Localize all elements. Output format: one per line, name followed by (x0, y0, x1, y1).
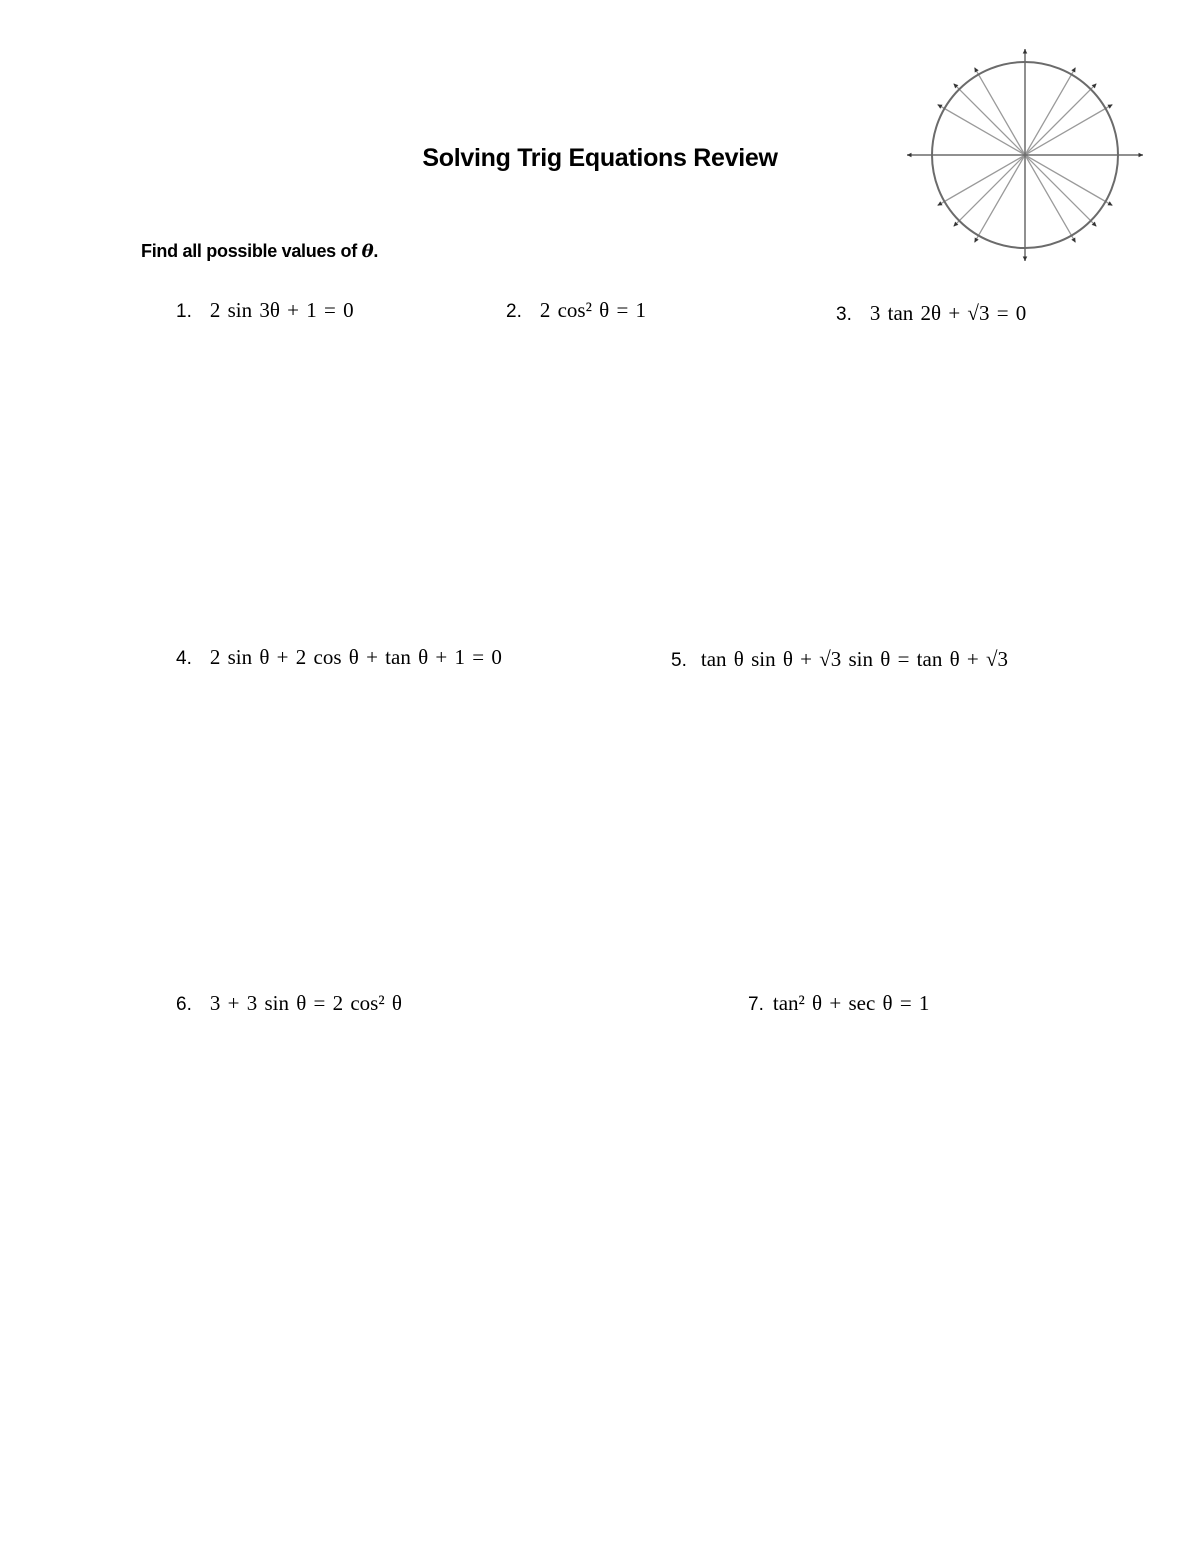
instructions-text: Find all possible values of (141, 241, 362, 261)
instructions (141, 241, 378, 262)
arrowhead (1023, 257, 1028, 261)
problem-3 (836, 301, 1026, 326)
problem-equation: 3 tan 2θ + √3 = 0 (869, 301, 1027, 325)
instructions-end: . (373, 241, 379, 261)
problem-6 (176, 991, 402, 1016)
problem-7 (748, 991, 929, 1016)
problem-equation: 2 sin θ + 2 cos θ + tan θ + 1 = 0 (209, 645, 502, 669)
problem-equation: 3 + 3 sin θ = 2 cos² θ (209, 991, 402, 1015)
problem-number: 6. (176, 994, 192, 1015)
problem-equation: tan² θ + sec θ = 1 (772, 991, 930, 1015)
problem-number: 4. (176, 648, 192, 669)
problem-1 (176, 298, 354, 323)
instructions-theta-symbol: θ (361, 241, 374, 262)
problem-4 (176, 645, 502, 670)
problem-2 (506, 298, 646, 323)
problem-equation: tan θ sin θ + √3 sin θ = tan θ + √3 (700, 647, 1009, 671)
problem-5 (671, 647, 1008, 672)
problem-equation: 2 sin 3θ + 1 = 0 (209, 298, 354, 322)
arrowhead (1023, 49, 1028, 53)
problem-number: 7. (748, 994, 764, 1015)
problem-number: 5. (671, 650, 687, 671)
problem-number: 2. (506, 301, 522, 322)
page-title: Solving Trig Equations Review (422, 144, 778, 172)
problem-number: 1. (176, 301, 192, 322)
problem-number: 3. (836, 304, 852, 325)
problem-equation: 2 cos² θ = 1 (539, 298, 647, 322)
